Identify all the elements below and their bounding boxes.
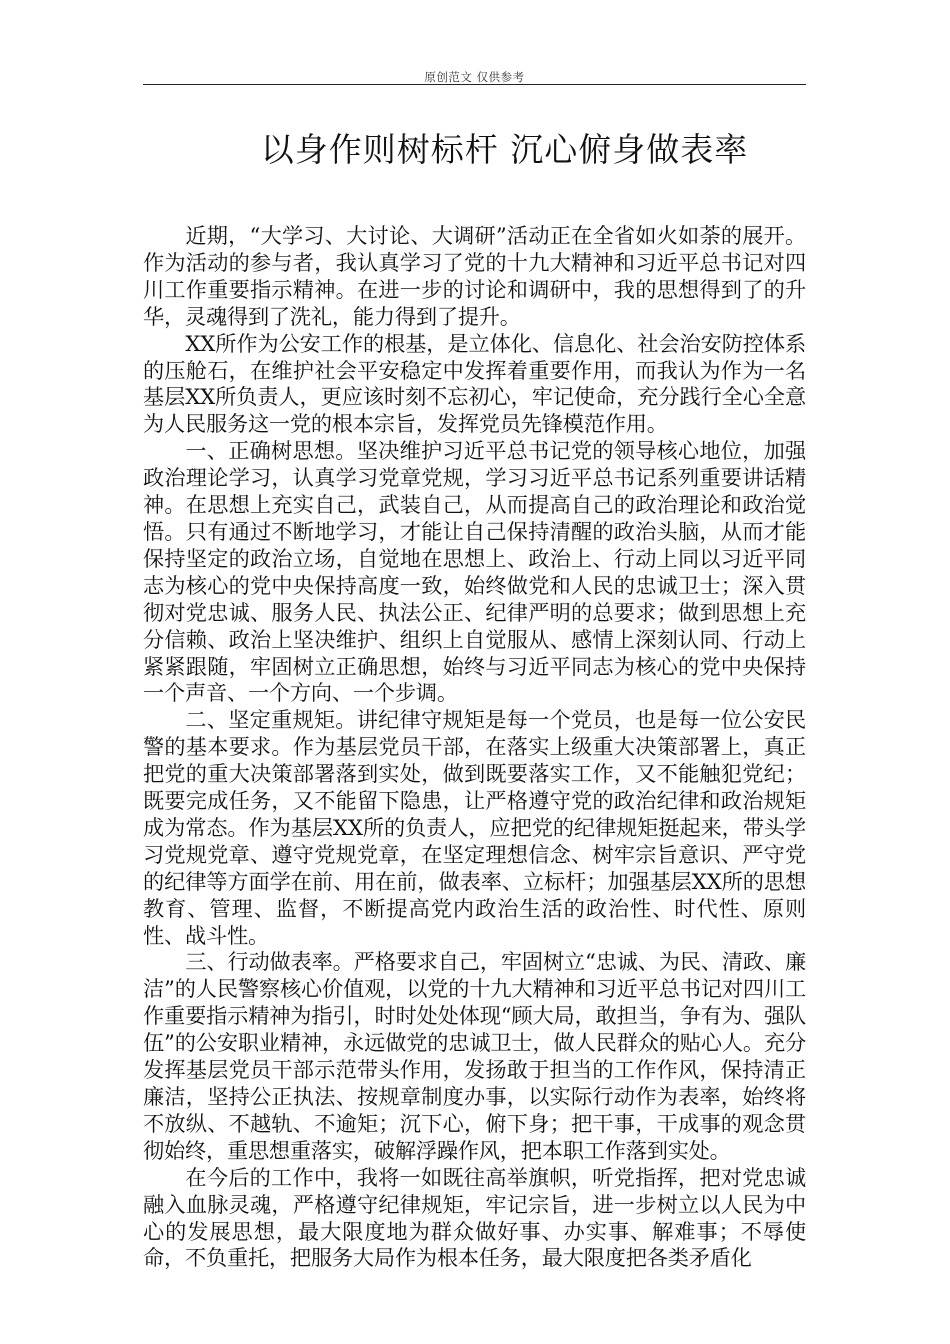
paragraph-point-two: 二、坚定重规矩。讲纪律守规矩是每一个党员，也是每一位公安民警的基本要求。作为基层党员干部，在落实上级重大决策部署上，真正把党的重大决策部署落到实处，做到既要落实工作，又不能触犯党纪；既要完成任务，又不能留下隐患，让严格遵守党的政治纪律和政治规矩成为常态。作为基层XX所的负责人，应把党的纪律规矩挺起来，带头学习党规党章、遵守党规党章，在坚定理想信念、树牢宗旨意识、严守党的纪律等方面学在前、用在前，做表率、立标杆；加强基层XX所的思想教育、管理、监督，不断提高党内政治生活的政治性、时代性、原则性、战斗性。 (143, 707, 806, 948)
page-header (143, 66, 806, 85)
paragraph-point-one: 一、正确树思想。坚决维护习近平总书记党的领导核心地位，加强政治理论学习，认真学习党章党规，学习习近平总书记系列重要讲话精神。在思想上充实自己，武装自己，从而提高自己的政治理论和政治觉悟。只有通过不断地学习，才能让自己保持清醒的政治头脑，从而才能保持坚定的政治立场，自觉地在思想上、政治上、行动上同以习近平同志为核心的党中央保持高度一致，始终做党和人民的忠诚卫士；深入贯彻对党忠诚、服务人民、执法公正、纪律严明的总要求；做到思想上充分信赖、政治上坚决维护、组织上自觉服从、感情上深刻认同、行动上紧紧跟随，牢固树立正确思想，始终与习近平同志为核心的党中央保持一个声音、一个方向、一个步调。 (143, 438, 806, 706)
header-text: 原创范文 仅供参考 (424, 70, 525, 84)
paragraph-intro: 近期，“大学习、大讨论、大调研”活动正在全省如火如荼的展开。作为活动的参与者，我认真学习了党的十九大精神和习近平总书记对四川工作重要指示精神。在进一步的讨论和调研中，我的思想得到了的升华，灵魂得到了洗礼，能力得到了提升。 (143, 223, 806, 329)
paragraph-conclusion: 在今后的工作中，我将一如既往高举旗帜，听党指挥，把对党忠诚融入血脉灵魂，严格遵守纪律规矩，牢记宗旨，进一步树立以人民为中心的发展思想，最大限度地为群众做好事、办实事、解难事；不辱使命，不负重托，把服务大局作为根本任务，最大限度把各类矛盾化 (143, 1164, 806, 1271)
paragraph-context: XX所作为公安工作的根基，是立体化、信息化、社会治安防控体系的压舱石，在维护社会平安稳定中发挥着重要作用，而我认为作为一名基层XX所负责人，更应该时刻不忘初心，牢记使命，充分践行全心全意为人民服务这一党的根本宗旨，发挥党员先锋模范作用。 (143, 330, 806, 437)
document-title: 以身作则树标杆 沉心俯身做表率 (260, 130, 749, 169)
document-body (143, 223, 806, 1272)
paragraph-point-three: 三、行动做表率。严格要求自己，牢固树立“忠诚、为民、清政、廉洁”的人民警察核心价值观，以党的十九大精神和习近平总书记对四川工作重要指示精神为指引，时时处处体现“顾大局，敢担当，争有为、强队伍”的公安职业精神，永远做党的忠诚卫士，做人民群众的贴心人。充分发挥基层党员干部示范带头作用，发扬敢于担当的工作作风，保持清正廉洁，坚持公正执法、按规章制度办事，以实际行动作为表率，始终将不放纵、不越轨、不逾矩；沉下心，俯下身；把干事，干成事的观念贯彻始终，重思想重落实，破解浮躁作风，把本职工作落到实处。 (143, 949, 806, 1163)
